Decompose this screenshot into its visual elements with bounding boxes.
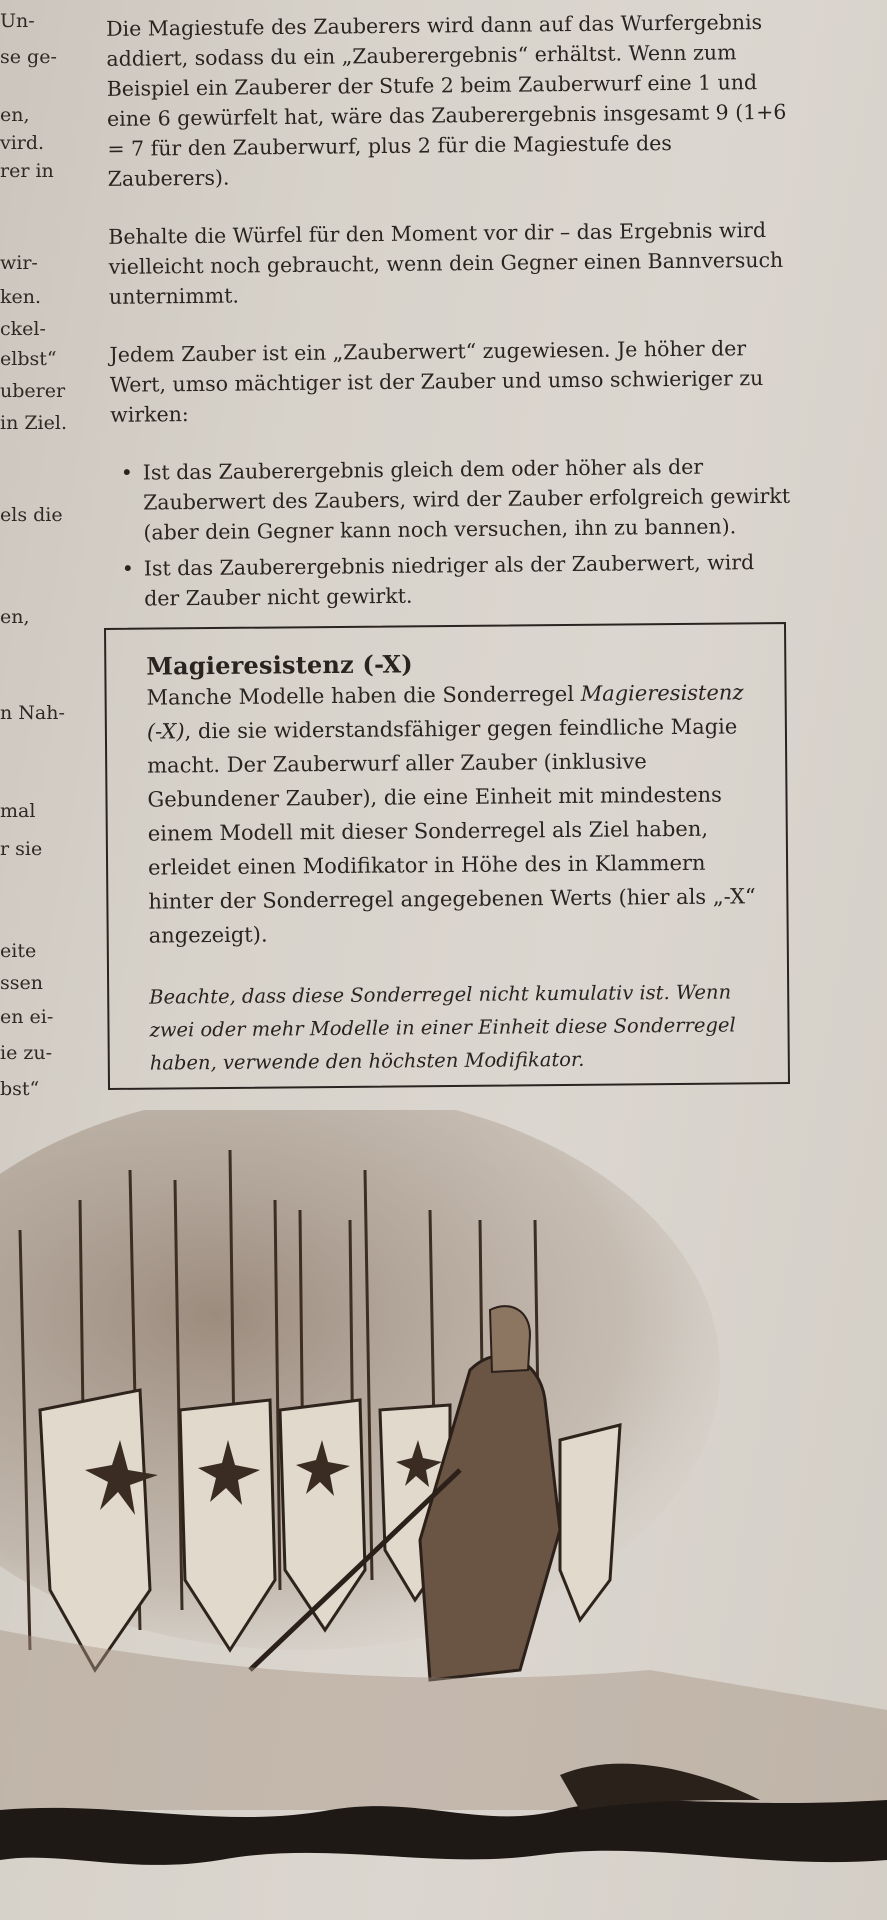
main-text-column [96, 7, 792, 620]
rule-body-text-start: Manche Modelle haben die Sonderregel [146, 681, 581, 710]
adjacent-column-fragment: elbst“ [0, 348, 57, 370]
adjacent-column-fragment: mal [0, 800, 36, 822]
bullet-item-success: • Ist das Zauberergebnis gleich dem oder höher als der Zauberwert des Zaubers, wird der Zauber erfolgreich gewirkt (aber dein Gegner kann noch versuchen, ihn zu bannen). [121, 451, 792, 548]
rule-box-note: Beachte, dass diese Sonderregel nicht kumulativ ist. Wenn zwei oder mehr Modelle in einer Einheit diese Sonderregel haben, verwende den höchsten Modifikator. [149, 980, 736, 1075]
adjacent-column-fragment: Un- [0, 10, 35, 32]
paragraph-wuerfel-behalten: Behalte die Würfel für den Moment vor dir – das Ergebnis wird vielleicht noch gebraucht, wenn dein Gegner einen Bannversuch unternimmt. [108, 217, 784, 309]
adjacent-column-fragment: ckel- [0, 318, 46, 340]
adjacent-column-fragment: ken. [0, 286, 42, 308]
adjacent-column-fragment: wir- [0, 252, 38, 274]
adjacent-column-text [0, 0, 80, 1100]
paragraph-zauberwert: Jedem Zauber ist ein „Zauberwert“ zugewiesen. Je höher der Wert, umso mächtiger ist der Zauber und umso schwieriger zu wirken: [109, 336, 764, 427]
adjacent-column-fragment: ie zu- [0, 1042, 53, 1064]
rule-body-text-end: , die sie widerstandsfähiger gegen feindliche Magie macht. Der Zauberwurf aller Zauber (inklusive Gebundener Zauber), die eine Einheit mit mindestens einem Modell mit dieser Sonderregel als Ziel haben, erleidet einen Modifikator in Höhe des in Klammern hinter der Sonderregel angegebenen Werts (hier als „-X“ angezeigt). [147, 714, 756, 948]
adjacent-column-fragment: eite [0, 940, 37, 962]
rule-box-title: Magieresistenz (-X) [146, 649, 413, 681]
rule-box-body [146, 675, 760, 952]
adjacent-column-fragment: n Nah- [0, 702, 65, 724]
adjacent-column-fragment: en, [0, 606, 30, 628]
knights-illustration [0, 1110, 887, 1920]
adjacent-column-fragment: ssen [0, 972, 43, 994]
paragraph-zauberergebnis: Die Magiestufe des Zauberers wird dann auf das Wurfergebnis addiert, sodass du ein „Zauberergebnis“ erhältst. Wenn zum Beispiel ein Zauberer der Stufe 2 beim Zauberwurf eine 1 und eine 6 gewürfelt hat, wäre das Zauberergebnis insgesamt 9 (1+6 = 7 für den Zauberwurf, plus 2 für die Magiestufe des Zauberers). [106, 10, 787, 191]
adjacent-column-fragment: els die [0, 504, 63, 526]
rule-body-emphasis: Magieresistenz (-X) [146, 680, 744, 744]
adjacent-column-fragment: se ge- [0, 46, 57, 68]
adjacent-column-fragment: bst“ [0, 1078, 40, 1100]
adjacent-column-fragment: en, [0, 104, 30, 126]
adjacent-column-fragment: en ei- [0, 1006, 54, 1028]
result-bullet-list [121, 451, 793, 614]
adjacent-column-fragment: rer in [0, 160, 54, 182]
rule-box-magieresistenz [104, 622, 790, 1090]
bullet-item-fail: • Ist das Zauberergebnis niedriger als der Zauberwert, wird der Zauber nicht gewirkt. [122, 547, 793, 614]
adjacent-column-fragment: in Ziel. [0, 412, 67, 434]
adjacent-column-fragment: vird. [0, 132, 45, 154]
adjacent-column-fragment: uberer [0, 380, 66, 402]
adjacent-column-fragment: r sie [0, 838, 43, 860]
